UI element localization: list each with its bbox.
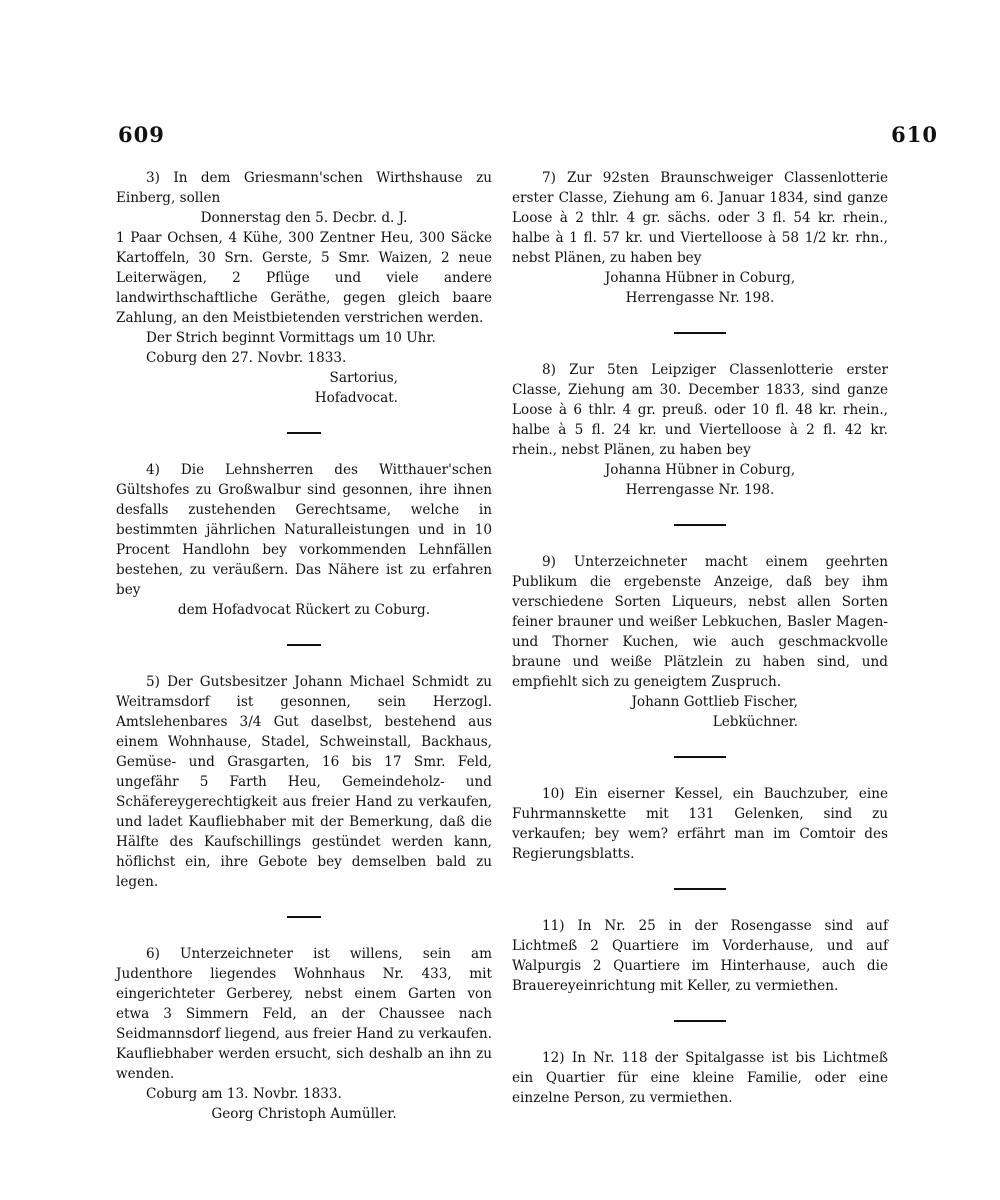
notice-8-contact-name: Johanna Hübner in Coburg, <box>604 462 796 478</box>
notice-11-body: 11) In Nr. 25 in der Rosengasse sind auf Lichtmeß 2 Quartiere im Vorderhause, und auf Walpurgis 2 Quartiere im Hinterhause, auch die Brauereyeinrichtung mit Keller, zu vermiethen. <box>512 918 888 994</box>
section-divider <box>674 756 726 758</box>
notice-3-date: Donnerstag den 5. Decbr. d. J. <box>200 210 408 226</box>
notice-4-contact: dem Hofadvocat Rückert zu Coburg. <box>177 602 431 618</box>
notice-10 <box>512 784 888 864</box>
notice-7-body: 7) Zur 92sten Braunschweiger Classenlotterie erster Classe, Ziehung am 6. Januar 1834, sind ganze Loose à 2 thlr. 4 gr. sächs. oder 3 fl. 54 kr. rhein., halbe à 1 fl. 57 kr. und Viertelloose à 58 1/2 kr. rhn., nebst Plänen, zu haben bey <box>512 170 888 266</box>
notice-3-body: 1 Paar Ochsen, 4 Kühe, 300 Zentner Heu, 300 Säcke Kartoffeln, 30 Srn. Gerste, 5 Smr. Waizen, 2 neue Leiterwägen, 2 Pflüge und viele andere landwirthschaftliche Geräthe, gegen gleich baare Zahlung, an den Meistbietenden verstrichen werden. <box>116 230 492 326</box>
notice-3-start: Der Strich beginnt Vormittags um 10 Uhr. <box>146 330 436 346</box>
notice-6-place-date: Coburg am 13. Novbr. 1833. <box>146 1086 342 1102</box>
notice-3-place-date: Coburg den 27. Novbr. 1833. <box>146 350 347 366</box>
notice-8-contact-address: Herrengasse Nr. 198. <box>625 482 775 498</box>
notice-9-body: 9) Unterzeichneter macht einem geehrten Publikum die ergebenste Anzeige, daß bey ihm verschiedene Sorten Liqueurs, nebst allen Sorten feiner brauner und weißer Lebkuchen, Basler Magen- und Thorner Kuchen, wie auch geschmackvolle braune und weiße Plätzlein zu haben sind, und empfiehlt sich zu geneigtem Zuspruch. <box>512 554 888 690</box>
notice-4-body: 4) Die Lehnsherren des Witthauer'schen Gültshofes zu Großwalbur sind gesonnen, ihre ihnen desfalls zustehenden Gerechtsame, welche in bestimmten jährlichen Naturalleistungen und in 10 Procent Handlohn bey vorkommenden Lehnfällen bestehen, zu veräußern. Das Nähere ist zu erfahren bey <box>116 462 492 598</box>
notice-9-signature-name: Johann Gottlieb Fischer, <box>631 694 798 710</box>
notice-4 <box>116 460 492 620</box>
notice-6-signature: Georg Christoph Aumüller. <box>211 1106 397 1122</box>
notice-10-body: 10) Ein eiserner Kessel, ein Bauchzuber, eine Fuhrmannskette mit 131 Gelenken, sind zu verkaufen; bey wem? erfährt man im Comtoir des Regierungsblatts. <box>512 786 888 862</box>
section-divider <box>674 524 726 526</box>
section-divider <box>287 916 321 918</box>
notice-8 <box>512 360 888 500</box>
section-divider <box>674 888 726 890</box>
notice-7-contact-address: Herrengasse Nr. 198. <box>625 290 775 306</box>
notice-9-signature-title: Lebküchner. <box>712 714 798 730</box>
notice-11 <box>512 916 888 996</box>
notice-3-signature-name: Sartorius, <box>329 370 398 386</box>
notice-7 <box>512 168 888 308</box>
page-number-left: 609 <box>118 122 165 147</box>
notice-5 <box>116 672 492 892</box>
notice-8-body: 8) Zur 5ten Leipziger Classenlotterie erster Classe, Ziehung am 30. December 1833, sind ganze Loose à 6 thlr. 4 gr. preuß. oder 10 fl. 48 kr. rhein., halbe à 5 fl. 24 kr. und Viertelloose à 2 fl. 42 kr. rhein., nebst Plänen, zu haben bey <box>512 362 888 458</box>
section-divider <box>287 432 321 434</box>
page-number-right: 610 <box>891 122 938 147</box>
notice-5-body: 5) Der Gutsbesitzer Johann Michael Schmidt zu Weitramsdorf ist gesonnen, sein Herzogl. Amtslehenbares 3/4 Gut daselbst, bestehend aus einem Wohnhause, Stadel, Schweinstall, Backhaus, Gemüse- und Grasgarten, 16 bis 17 Smr. Feld, ungefähr 5 Farth Heu, Gemeindeholz- und Schäfereygerechtigkeit aus freier Hand zu verkaufen, und ladet Kaufliebhaber mit der Bemerkung, daß die Hälfte des Kaufschillings gestündet werden kann, höflichst ein, ihre Gebote bey demselben bald zu legen. <box>116 674 492 890</box>
right-column <box>512 168 888 1108</box>
notice-7-contact-name: Johanna Hübner in Coburg, <box>604 270 796 286</box>
notice-9 <box>512 552 888 732</box>
left-column <box>116 168 492 1124</box>
section-divider <box>287 644 321 646</box>
section-divider <box>674 1020 726 1022</box>
notice-3-intro: 3) In dem Griesmann'schen Wirthshause zu Einberg, sollen <box>116 170 492 206</box>
notice-6 <box>116 944 492 1124</box>
notice-6-body: 6) Unterzeichneter ist willens, sein am Judenthore liegendes Wohnhaus Nr. 433, mit eingerichteter Gerberey, nebst einem Garten von etwa 3 Simmern Feld, an der Chaussee nach Seidmannsdorf liegend, aus freier Hand zu verkaufen. Kaufliebhaber werden ersucht, sich deshalb an ihn zu wenden. <box>116 946 492 1082</box>
notice-12 <box>512 1048 888 1108</box>
notice-12-body: 12) In Nr. 118 der Spitalgasse ist bis Lichtmeß ein Quartier für eine kleine Familie, oder eine einzelne Person, zu vermiethen. <box>512 1050 888 1106</box>
section-divider <box>674 332 726 334</box>
notice-3-signature-title: Hofadvocat. <box>314 390 398 406</box>
notice-3 <box>116 168 492 408</box>
